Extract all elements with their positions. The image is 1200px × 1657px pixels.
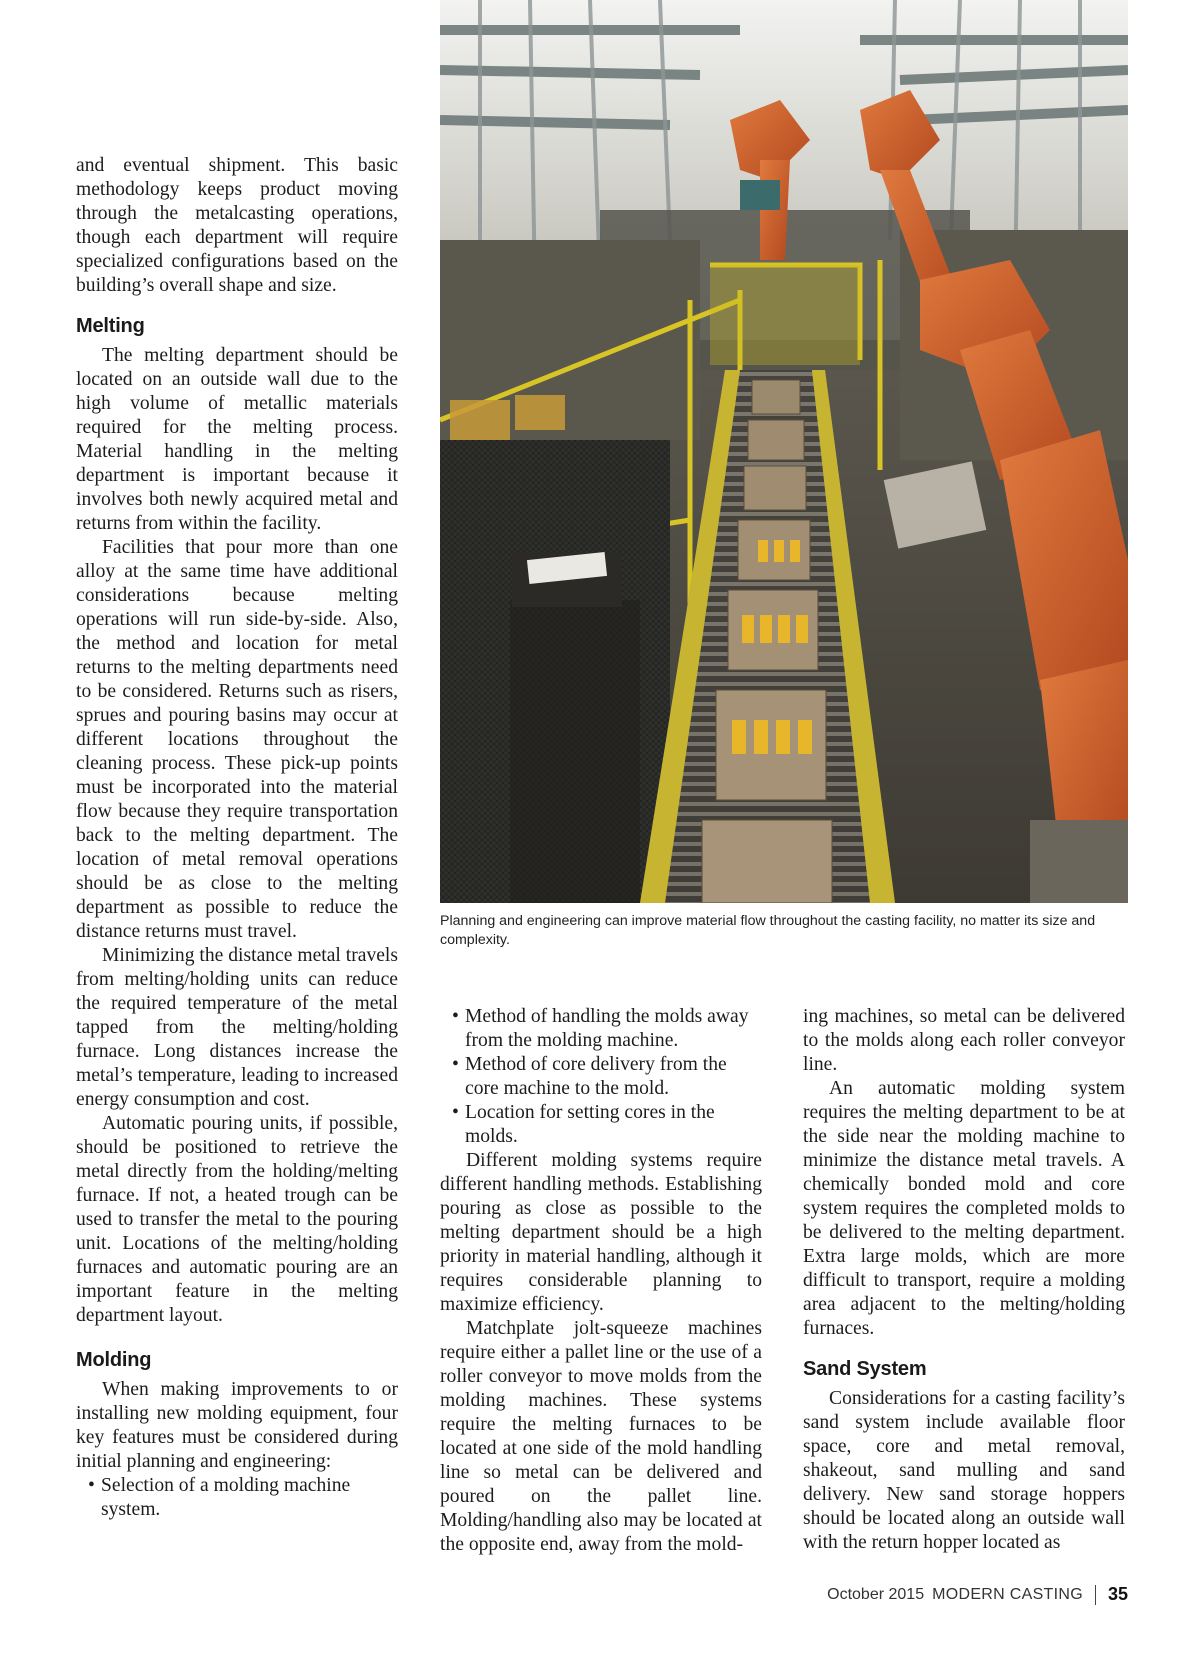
text-column-2 — [440, 1005, 762, 1557]
molding-heading: Molding — [76, 1349, 152, 1371]
melting-paragraph: Minimizing the distance metal travels from melting/holding units can reduce the required temperature of the metal tapped from the melting/holding furnace. Long distances increase the metal’s temperature, leading to increased energy consumption and cost. — [76, 945, 399, 1110]
sand-system-paragraph: Considerations for a casting facility’s sand system include available floor space, core and metal removal, shakeout, sand mulling and sand delivery. New sand storage hoppers should be located along an outside wall with the return hopper located as — [803, 1388, 1125, 1553]
list-item: • Method of core delivery from the core machine to the mold. — [440, 1053, 762, 1101]
photo-caption: Planning and engineering can improve material flow throughout the casting facility, no matter its size and complexity. — [440, 913, 1096, 948]
molding-paragraph: Matchplate jolt-squeeze machines require either a pallet line or the use of a roller conveyor to move molds from the molding machines. These systems require the melting furnaces to be located at one side of the mold handling line so metal can be delivered and poured on the pallet line. Molding/handling also may be located at the opposite end, away from the mold- — [440, 1318, 762, 1555]
molding-feature-list — [76, 1474, 398, 1522]
molding-paragraph: When making improvements to or installing new molding equipment, four key features must be considered during initial planning and engineering: — [76, 1379, 398, 1472]
melting-paragraph: Automatic pouring units, if possible, should be positioned to retrieve the metal directly from the holding/melting furnace. If not, a heated trough can be used to transfer the metal to the pouring unit. Locations of the melting/holding furnaces and automatic pouring are an important feature in the melting department layout. — [76, 1113, 398, 1326]
text-column-1 — [76, 154, 398, 1522]
magazine-name: MODERN CASTING — [932, 1585, 1083, 1603]
page-number: 35 — [1107, 1584, 1128, 1604]
melting-paragraph: The melting department should be located on an outside wall due to the high volume of metallic materials required for the melting process. Material handling in the melting department is important because it involves both newly acquired metal and returns from within the facility. — [76, 345, 398, 534]
continued-paragraph: ing machines, so metal can be delivered to the molds along each roller conveyor line. — [803, 1006, 1125, 1075]
foundry-photo — [440, 0, 1128, 903]
page-footer — [827, 1584, 1128, 1605]
molding-feature-list — [440, 1005, 762, 1149]
list-item: • Method of handling the molds away from the molding machine. — [440, 1005, 762, 1053]
melting-paragraph: Facilities that pour more than one alloy at the same time have additional considerations because melting operations will run side-by-side. Also, the method and location for metal returns to the melting departments need to be considered. Returns such as risers, sprues and pouring basins may occur at different locations throughout the cleaning process. These pick-up points must be incorporated into the material flow because they require transportation back to the melting department. The location of metal removal operations should be as close to the melting department as possible to reduce the distance returns must travel. — [76, 537, 398, 942]
sand-system-heading: Sand System — [803, 1358, 927, 1380]
melting-heading: Melting — [76, 315, 145, 337]
text-column-3 — [803, 1005, 1125, 1555]
intro-paragraph: and eventual shipment. This basic methodology keeps product moving through the metalcasting operations, though each department will require specialized configurations based on the building’s overall shape and size. — [76, 155, 398, 296]
footer-divider — [1095, 1585, 1096, 1605]
molding-paragraph: Different molding systems require different handling methods. Establishing pouring as close as possible to the melting department should be a high priority in material handling, although it requires considerable planning to maximize efficiency. — [440, 1150, 762, 1315]
issue-date: October 2015 — [827, 1585, 925, 1603]
list-item: • Location for setting cores in the molds. — [440, 1101, 762, 1149]
list-item: • Selection of a molding machine system. — [76, 1474, 398, 1522]
molding-paragraph: An automatic molding system requires the melting department to be at the side near the molding machine to minimize the distance metal travels. A chemically bonded mold and core system requires the completed molds to be delivered to the melting department. Extra large molds, which are more difficult to transport, require a molding area adjacent to the melting/holding furnaces. — [803, 1078, 1125, 1339]
